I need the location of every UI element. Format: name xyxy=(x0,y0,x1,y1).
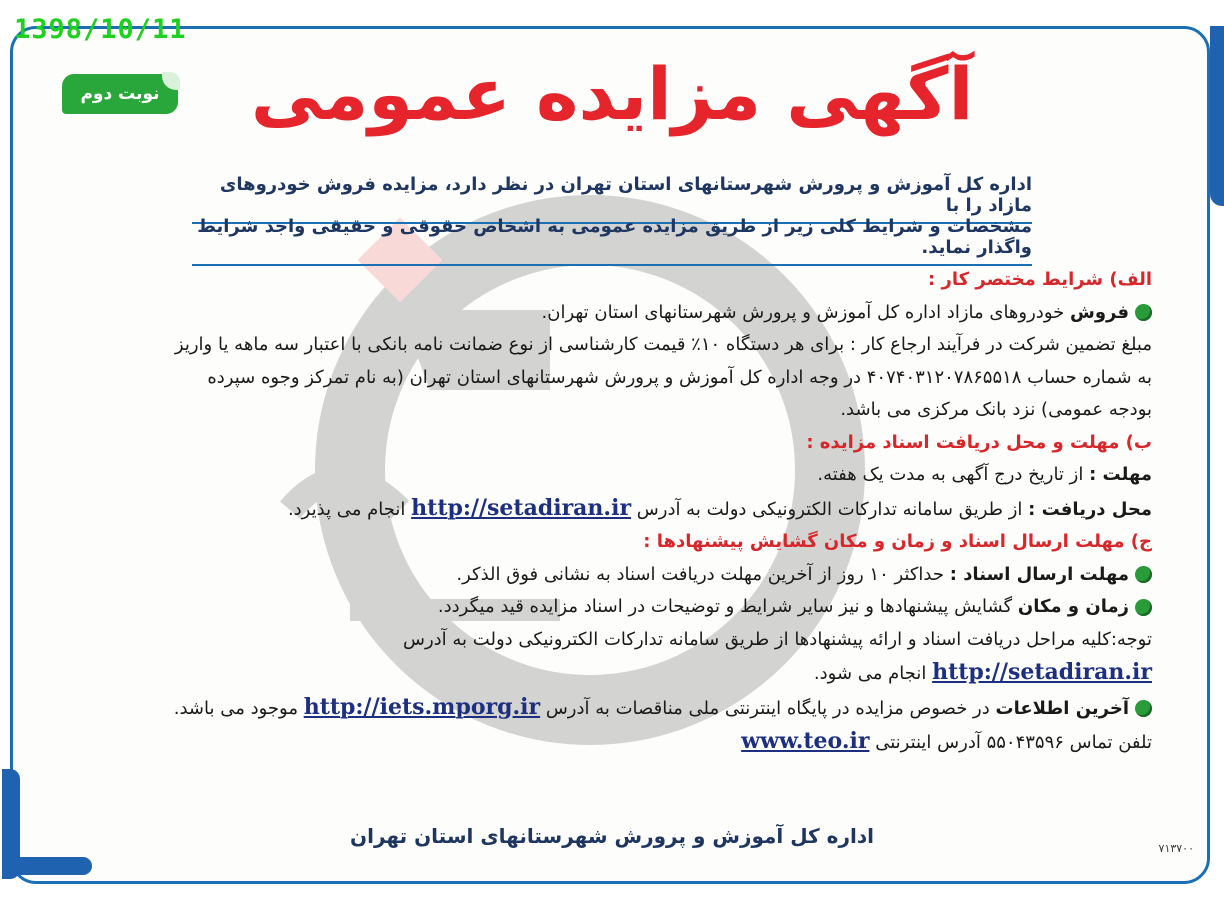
bullet-icon xyxy=(1135,599,1152,616)
place-label: محل دریافت : xyxy=(1028,498,1152,520)
badge-label: نوبت دوم xyxy=(80,84,160,104)
note-tail: انجام می شود. xyxy=(813,663,927,684)
deadline-label: مهلت : xyxy=(1089,464,1152,485)
note-line: توجه:کلیه مراحل دریافت اسناد و ارائه پیشنهادها از طریق سامانه تدارکات الکترونیکی دولت به آدرس xyxy=(403,628,1152,650)
setadiran-link-2[interactable]: http://setadiran.ir xyxy=(932,659,1152,685)
send-label: مهلت ارسال اسناد : xyxy=(949,563,1129,585)
place-text: از طریق سامانه تدارکات الکترونیکی دولت به آدرس xyxy=(636,498,1023,520)
deposit-line-1: مبلغ تضمین شرکت در فرآیند ارجاع کار : برای هر دستگاه ۱۰٪ قیمت کارشناسی از نوع ضمانت نامه بانکی با اعتبار سه ماهه یا واریز xyxy=(174,334,1152,355)
section-a-heading: الف) شرایط مختصر کار : xyxy=(928,269,1152,290)
phone-line xyxy=(60,725,1152,760)
section-c-heading: ج) مهلت ارسال اسناد و زمان و مکان گشایش پیشنهادها : xyxy=(643,531,1152,552)
place-tail: انجام می پذیرد. xyxy=(287,498,406,520)
deposit-line-3: بودجه عمومی) نزد بانک مرکزی می باشد. xyxy=(840,399,1152,420)
deadline-text: از تاریخ درج آگهی به مدت یک هفته. xyxy=(817,464,1084,485)
time-text: گشایش پیشنهادها و نیز سایر شرایط و توضیحات در اسناد مزایده قید میگردد. xyxy=(437,596,1013,617)
sale-line xyxy=(60,297,1152,330)
bullet-icon xyxy=(1135,566,1152,583)
info-text: در خصوص مزایده در پایگاه اینترنتی ملی مناقصات به آدرس xyxy=(545,697,990,719)
footer-org-name: اداره کل آموزش و پرورش شهرستانهای استان تهران xyxy=(350,824,874,848)
setadiran-link[interactable]: http://setadiran.ir xyxy=(411,494,632,521)
time-label: زمان و مکان xyxy=(1017,596,1129,617)
ad-code: ۷۱۳۷۰۰ xyxy=(1158,842,1194,855)
info-label: آخرین اطلاعات xyxy=(995,697,1129,719)
page-title: آگهی مزایده عمومی xyxy=(250,52,974,136)
iets-link[interactable]: http://iets.mporg.ir xyxy=(303,693,541,720)
place-line xyxy=(60,492,1152,527)
deposit-line-2: به شماره حساب ۴۰۷۴۰۳۱۲۰۷۸۶۵۵۱۸ در وجه اداره کل آموزش و پرورش شهرستانهای استان تهران (به نام تمرکز وجوه سپرده xyxy=(207,366,1152,388)
info-line xyxy=(60,691,1152,726)
send-text: حداکثر ۱۰ روز از آخرین مهلت دریافت اسناد به نشانی فوق الذکر. xyxy=(456,563,944,585)
sale-text: خودروهای مازاد اداره کل آموزش و پرورش شهرستانهای استان تهران. xyxy=(541,301,1065,323)
section-b-heading: ب) مهلت و محل دریافت اسناد مزایده : xyxy=(806,431,1152,453)
intro-line-2: مشخصات و شرایط کلی زیر از طریق مزایده عمومی به اشخاص حقوقی و حقیقی واجد شرایط واگذار نماید. xyxy=(192,216,1032,266)
time-line xyxy=(60,591,1152,624)
info-tail: موجود می باشد. xyxy=(173,697,298,719)
note-url-line xyxy=(60,656,1152,691)
ad-content xyxy=(60,264,1152,760)
teo-link[interactable]: www.teo.ir xyxy=(741,728,870,754)
frame-corner-bottom-left-bar xyxy=(2,857,92,875)
send-line xyxy=(60,559,1152,592)
phone-text: تلفن تماس ۵۵۰۴۳۵۹۶ آدرس اینترنتی xyxy=(875,732,1152,753)
bullet-icon xyxy=(1135,304,1152,321)
date-stamp: 1398/10/11 xyxy=(14,14,187,45)
intro-line-1: اداره کل آموزش و پرورش شهرستانهای استان تهران در نظر دارد، مزایده فروش خودروهای مازاد را با xyxy=(192,174,1032,224)
deadline-line xyxy=(60,459,1152,492)
sale-label: فروش xyxy=(1069,301,1129,323)
bullet-icon xyxy=(1135,700,1152,717)
